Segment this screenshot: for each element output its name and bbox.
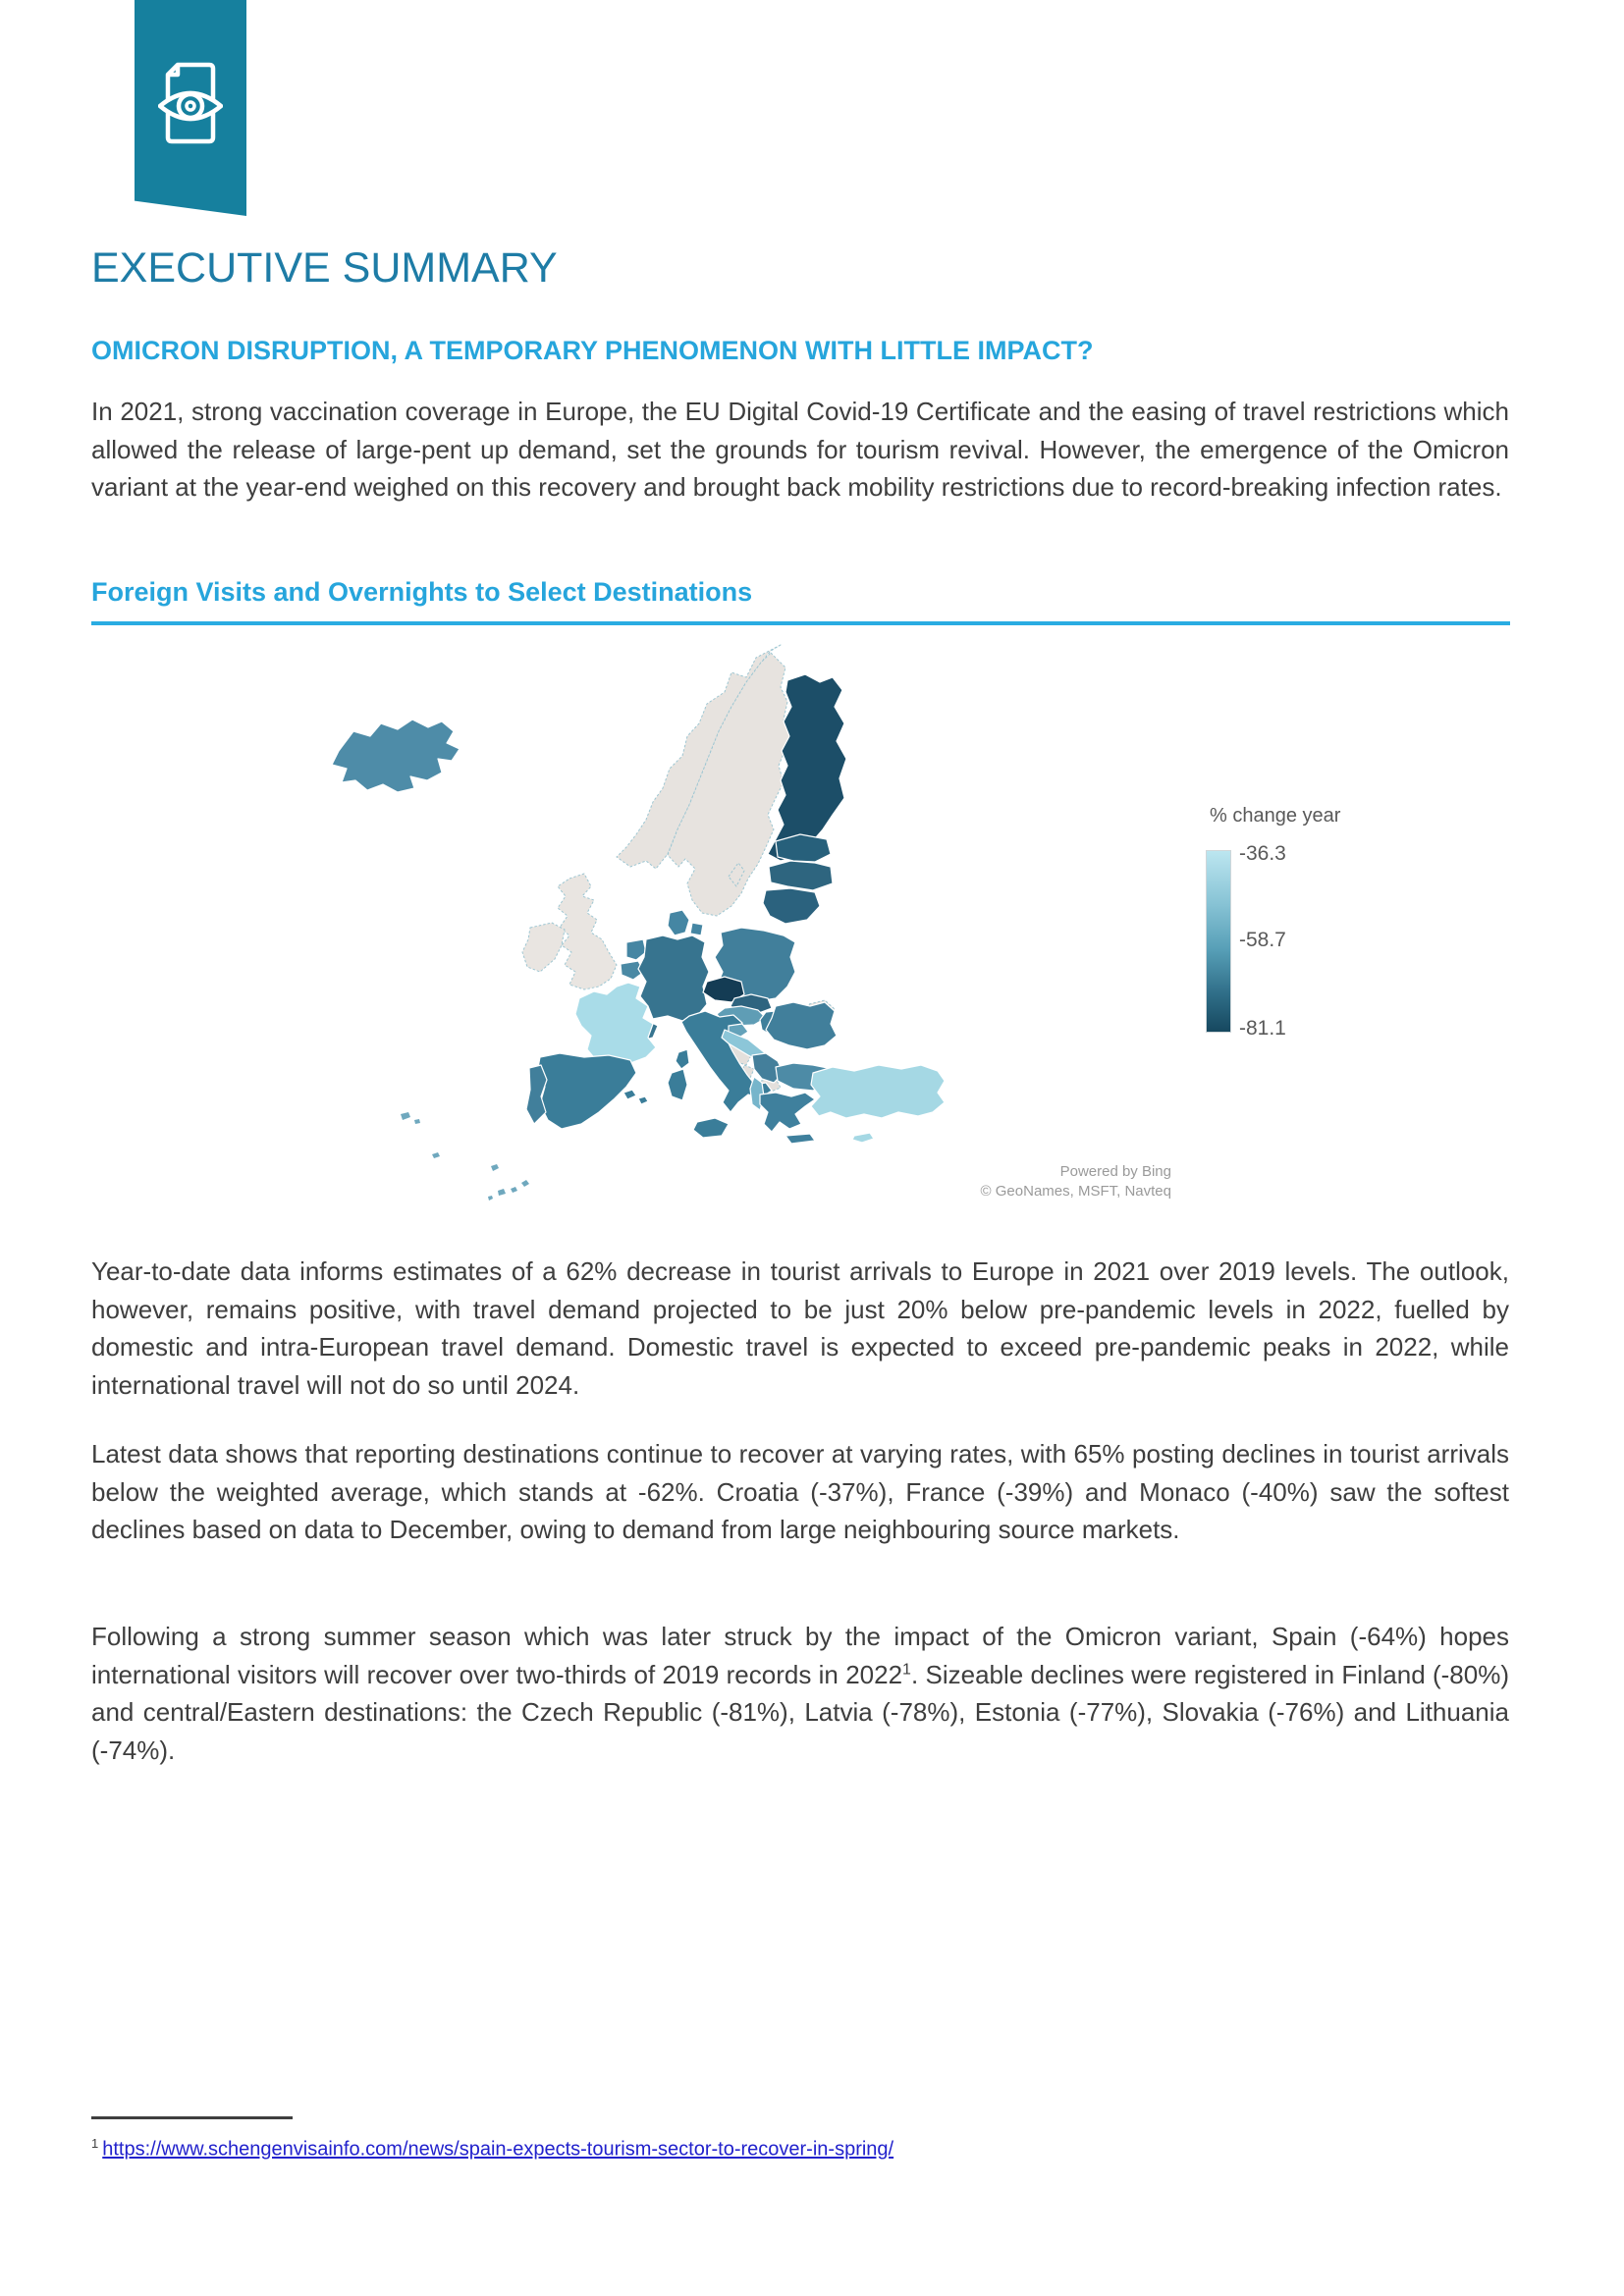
map-attribution	[877, 1162, 1171, 1201]
map-country-lithuania	[763, 888, 820, 924]
paragraph-ytd-estimates: Year-to-date data informs estimates of a 62% decrease in tourist arrivals to Europe in 2021 over 2019 levels. The outlook, however, remains positive, with travel demand projected to be just 20% below pre-pandemic levels in 2022, fuelled by domestic and intra-European travel demand. Domestic travel is expected to exceed pre-pandemic peaks in 2022, while international travel will not do so until 2024.	[91, 1256, 1509, 1400]
map-country-turkey	[811, 1065, 945, 1118]
map-island-cyprus	[852, 1133, 874, 1143]
map-island-crete	[785, 1134, 815, 1144]
paragraph-summer-season	[91, 1618, 1509, 1769]
attribution-powered-by: Powered by Bing	[1059, 1163, 1171, 1180]
map-country-uk	[558, 874, 617, 989]
map-country-germany	[638, 935, 709, 1021]
legend-min-label: -81.1	[1239, 1017, 1286, 1040]
map-canvas	[245, 633, 1178, 1242]
footnote	[91, 2136, 1466, 2162]
legend-title: % change year	[1210, 805, 1341, 827]
subtitle-heading: OMICRON DISRUPTION, A TEMPORARY PHENOMENON WITH LITTLE IMPACT?	[91, 336, 1094, 365]
paragraph-latest-data: Latest data shows that reporting destinations continue to recover at varying rates, with 65% posting declines in tourist arrivals below the weighted average, which stands at -62%. Croatia (-37%), France (-39%) and Monaco (-40%) saw the softest declines based on data to December, owing to demand from large neighbouring source markets.	[91, 1439, 1509, 1544]
page-title: EXECUTIVE SUMMARY	[91, 244, 558, 292]
map-country-ireland	[522, 923, 565, 972]
map-islands-balearic	[623, 1090, 648, 1104]
map-country-denmark	[668, 910, 689, 935]
section-divider	[91, 621, 1510, 625]
section-heading: Foreign Visits and Overnights to Select Destinations	[91, 577, 753, 607]
document-eye-icon	[158, 61, 223, 145]
legend-max-label: -36.3	[1239, 842, 1286, 865]
map-island-corsica	[676, 1049, 689, 1069]
footnote-divider	[91, 2116, 293, 2119]
paragraph-text: . Sizeable declines were registered in Finland (-80%) and central/Eastern destinations: the Czech Republic (-81%), Latvia (-78%), Estonia (-77%), Slovakia (-76%) and Lithuania (-74%).	[91, 1659, 1509, 1765]
map-country-estonia	[776, 834, 831, 862]
map-country-spain	[537, 1053, 636, 1129]
map-island-zealand	[690, 923, 703, 935]
map-country-netherlands	[626, 939, 646, 960]
footnote-link[interactable]: https://www.schengenvisainfo.com/news/spain-expects-tourism-sector-to-recover-in-spring/	[102, 2138, 894, 2161]
paragraph-text: Following a strong summer season which was later struck by the impact of the Omicron variant, Spain (-64%) hopes international visitors will recover over two-thirds of 2019 records in 2022	[91, 1622, 1509, 1689]
map-country-latvia	[769, 861, 833, 890]
map-country-greece	[760, 1093, 815, 1132]
map-islands-atlantic	[401, 1112, 529, 1201]
map-country-iceland	[332, 720, 460, 792]
paragraph-intro: In 2021, strong vaccination coverage in Europe, the EU Digital Covid-19 Certificate and the easing of travel restrictions which allowed the release of large-pent up demand, set the grounds for tourism revival. However, the emergence of the Omicron variant at the year-end weighed on this recovery and brought back mobility restrictions due to record-breaking infection rates.	[91, 397, 1509, 502]
footnote-marker: 1	[91, 2136, 99, 2151]
legend-gradient-bar	[1206, 850, 1231, 1033]
map-island-sicily	[693, 1118, 729, 1138]
footnote-reference: 1	[902, 1660, 911, 1678]
map-island-sardinia	[668, 1069, 687, 1100]
legend-mid-label: -58.7	[1239, 929, 1286, 951]
attribution-copyright: © GeoNames, MSFT, Navteq	[980, 1183, 1171, 1200]
logo-banner	[135, 0, 246, 216]
europe-choropleth-map	[245, 633, 1178, 1242]
map-country-romania	[766, 1002, 837, 1049]
